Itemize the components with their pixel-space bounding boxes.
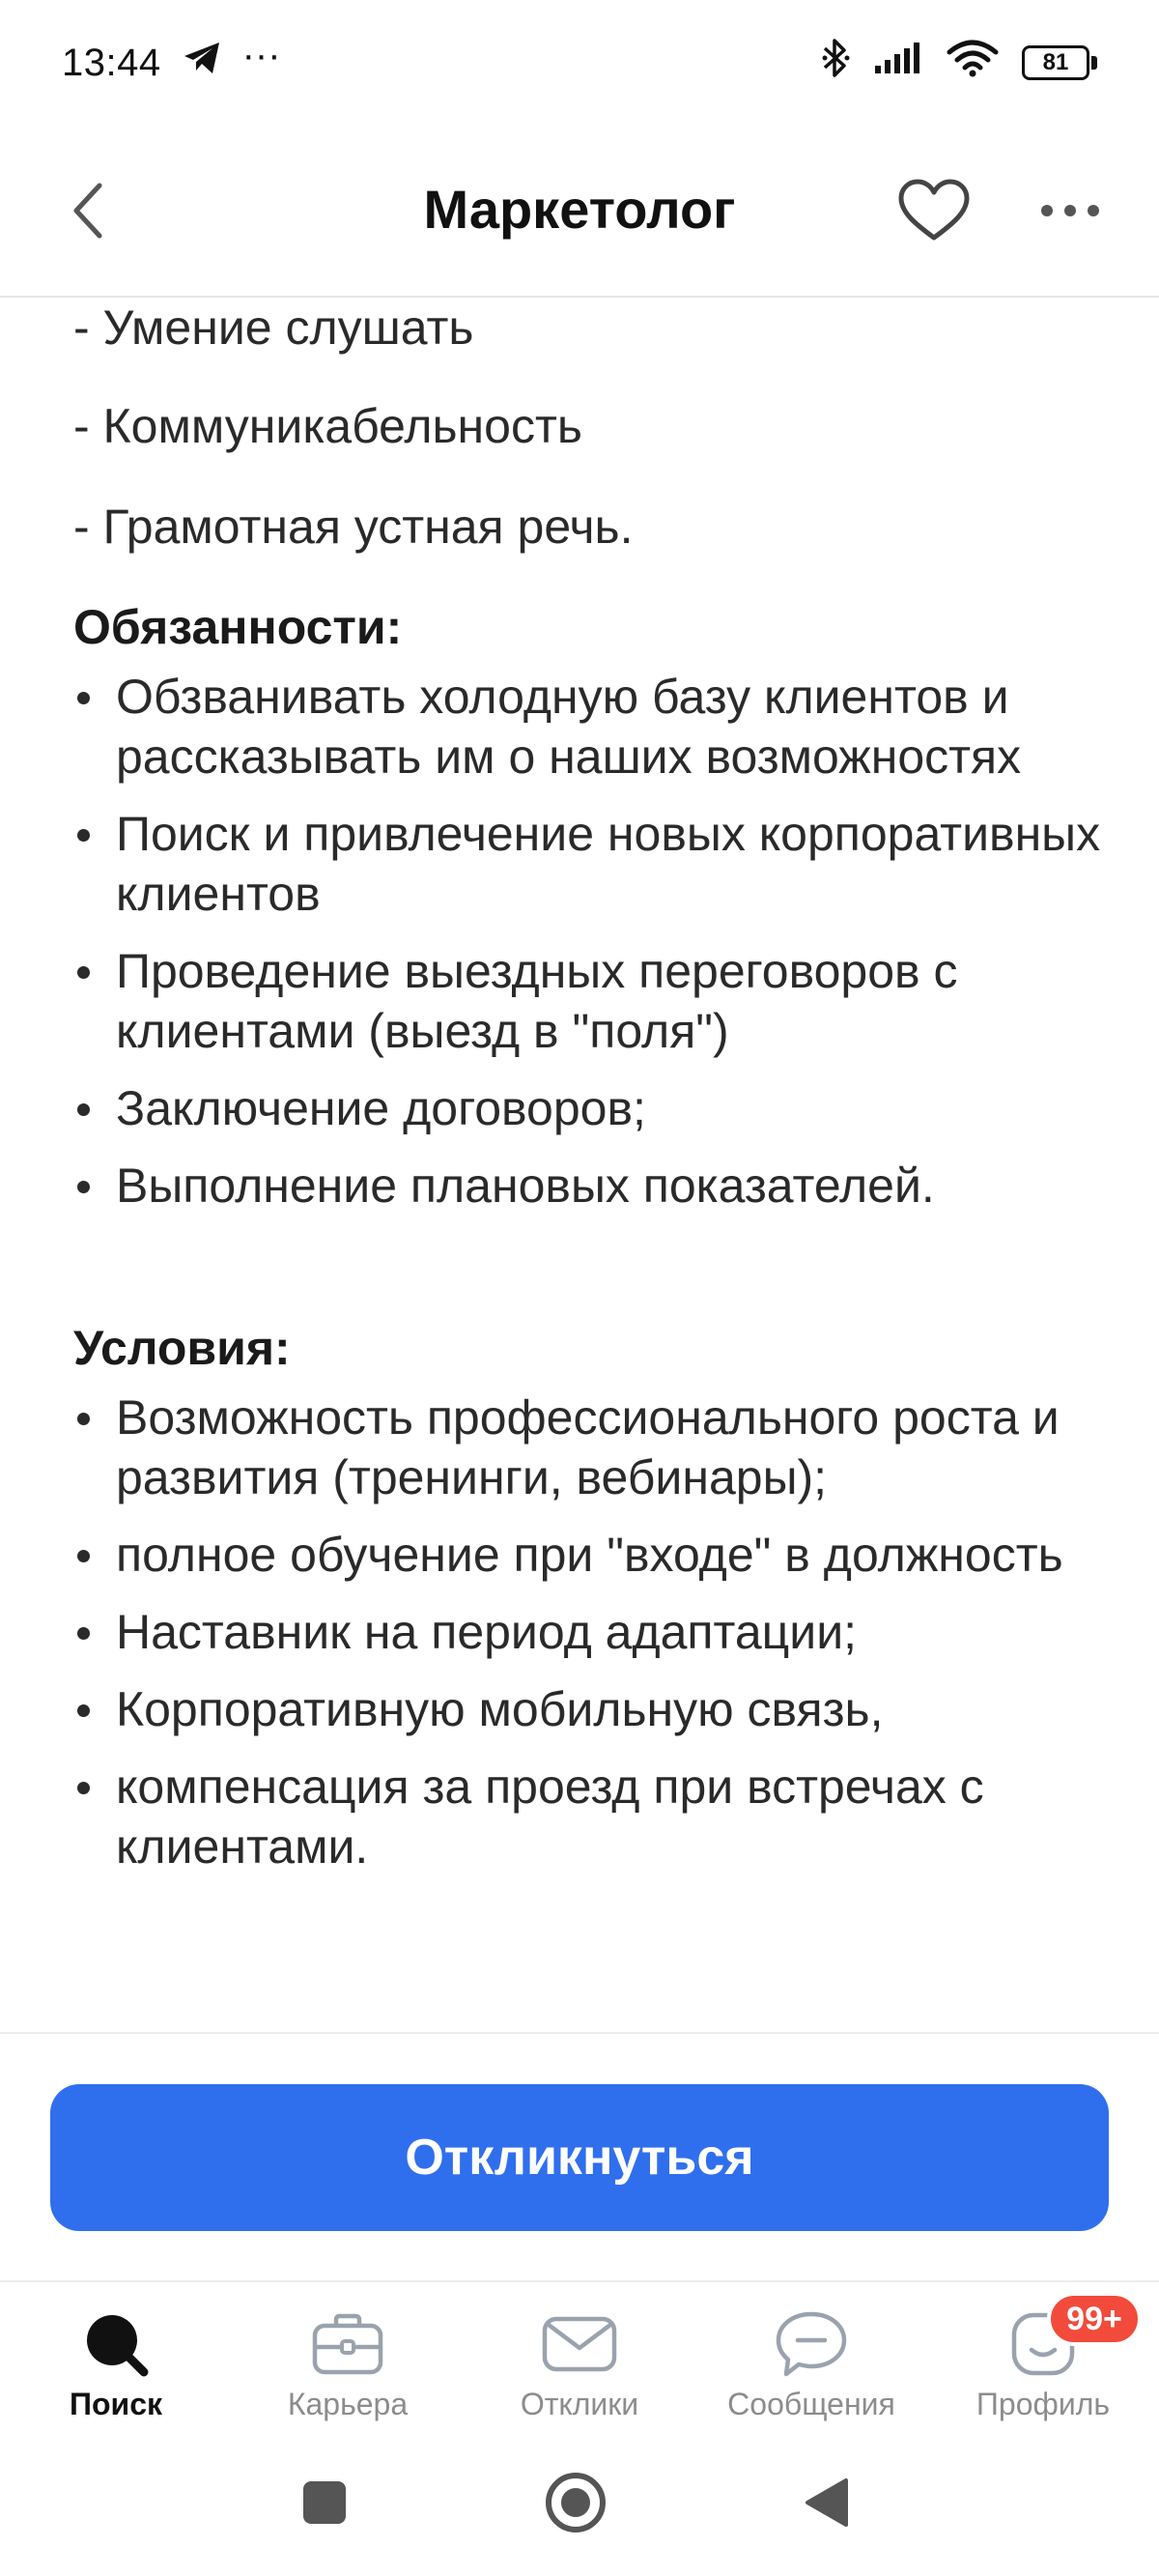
nav-item-search[interactable] xyxy=(0,2282,232,2437)
conditions-title: Условия: xyxy=(73,1321,291,1375)
nav-label: Карьера xyxy=(287,2387,409,2421)
nav-item-messages[interactable] xyxy=(695,2282,927,2437)
top-app-bar xyxy=(0,126,1159,298)
system-back-button[interactable] xyxy=(788,2464,865,2541)
heart-icon xyxy=(896,178,972,243)
recent-apps-button[interactable] xyxy=(286,2464,363,2541)
list-item: Выполнение плановых показателей. xyxy=(73,1156,1117,1216)
list-item: полное обучение при "входе" в должность xyxy=(73,1525,1117,1585)
conditions-list xyxy=(73,1388,1117,1894)
list-item: Корпоративную мобильную связь, xyxy=(73,1679,1117,1739)
telegram-icon xyxy=(183,41,221,85)
briefcase-icon xyxy=(311,2307,384,2381)
page-title: Маркетолог xyxy=(423,179,736,240)
signal-icon xyxy=(873,41,923,85)
apply-bar xyxy=(0,2032,1159,2280)
list-item: Проведение выездных переговоров с клиентами (выезд в "поля") xyxy=(73,941,1117,1061)
nav-item-profile[interactable] xyxy=(927,2282,1159,2437)
home-icon xyxy=(544,2471,608,2534)
more-icon xyxy=(1039,203,1101,218)
nav-label: Сообщения xyxy=(727,2387,895,2421)
requirement-line: - Умение слушать xyxy=(73,301,474,355)
apply-button[interactable]: Откликнуться xyxy=(50,2084,1109,2231)
requirement-line: - Коммуникабельность xyxy=(73,399,582,453)
list-item: Заключение договоров; xyxy=(73,1078,1117,1138)
bluetooth-icon xyxy=(821,37,850,89)
duties-title: Обязанности: xyxy=(73,600,403,654)
nav-item-responses[interactable] xyxy=(464,2282,695,2437)
battery-icon xyxy=(1022,45,1097,80)
favorite-button[interactable] xyxy=(892,174,975,247)
nav-label: Профиль xyxy=(975,2387,1111,2421)
list-item: Возможность профессионального роста и развития (тренинги, вебинары); xyxy=(73,1388,1117,1507)
more-options-button[interactable] xyxy=(1035,184,1105,238)
notification-badge: 99+ xyxy=(1047,2292,1142,2346)
system-navigation-bar xyxy=(0,2435,1159,2576)
chat-icon xyxy=(775,2307,848,2381)
home-button[interactable] xyxy=(537,2464,614,2541)
nav-label: Поиск xyxy=(69,2387,163,2421)
list-item: Наставник на период адаптации; xyxy=(73,1602,1117,1662)
status-bar xyxy=(0,0,1159,126)
bottom-navigation xyxy=(0,2280,1159,2435)
list-item: компенсация за проезд при встречах с клиентами. xyxy=(73,1757,1117,1876)
envelope-icon xyxy=(541,2307,618,2381)
list-item: Обзванивать холодную базу клиентов и рассказывать им о наших возможностях xyxy=(73,667,1117,787)
recent-apps-icon xyxy=(301,2479,348,2526)
nav-item-career[interactable] xyxy=(232,2282,464,2437)
duties-list xyxy=(73,667,1117,1233)
nav-label: Отклики xyxy=(520,2387,639,2421)
wifi-icon xyxy=(947,39,999,87)
battery-level: 81 xyxy=(1022,45,1089,80)
requirement-line: - Грамотная устная речь. xyxy=(73,500,634,554)
back-button[interactable] xyxy=(58,172,116,249)
vacancy-description xyxy=(0,298,1159,2032)
back-arrow-icon xyxy=(71,182,103,240)
status-time: 13:44 xyxy=(62,41,161,84)
list-item: Поиск и привлечение новых корпоративных клиентов xyxy=(73,804,1117,924)
search-icon xyxy=(82,2307,150,2381)
notification-dots: ··· xyxy=(241,34,281,76)
back-icon xyxy=(804,2476,850,2529)
